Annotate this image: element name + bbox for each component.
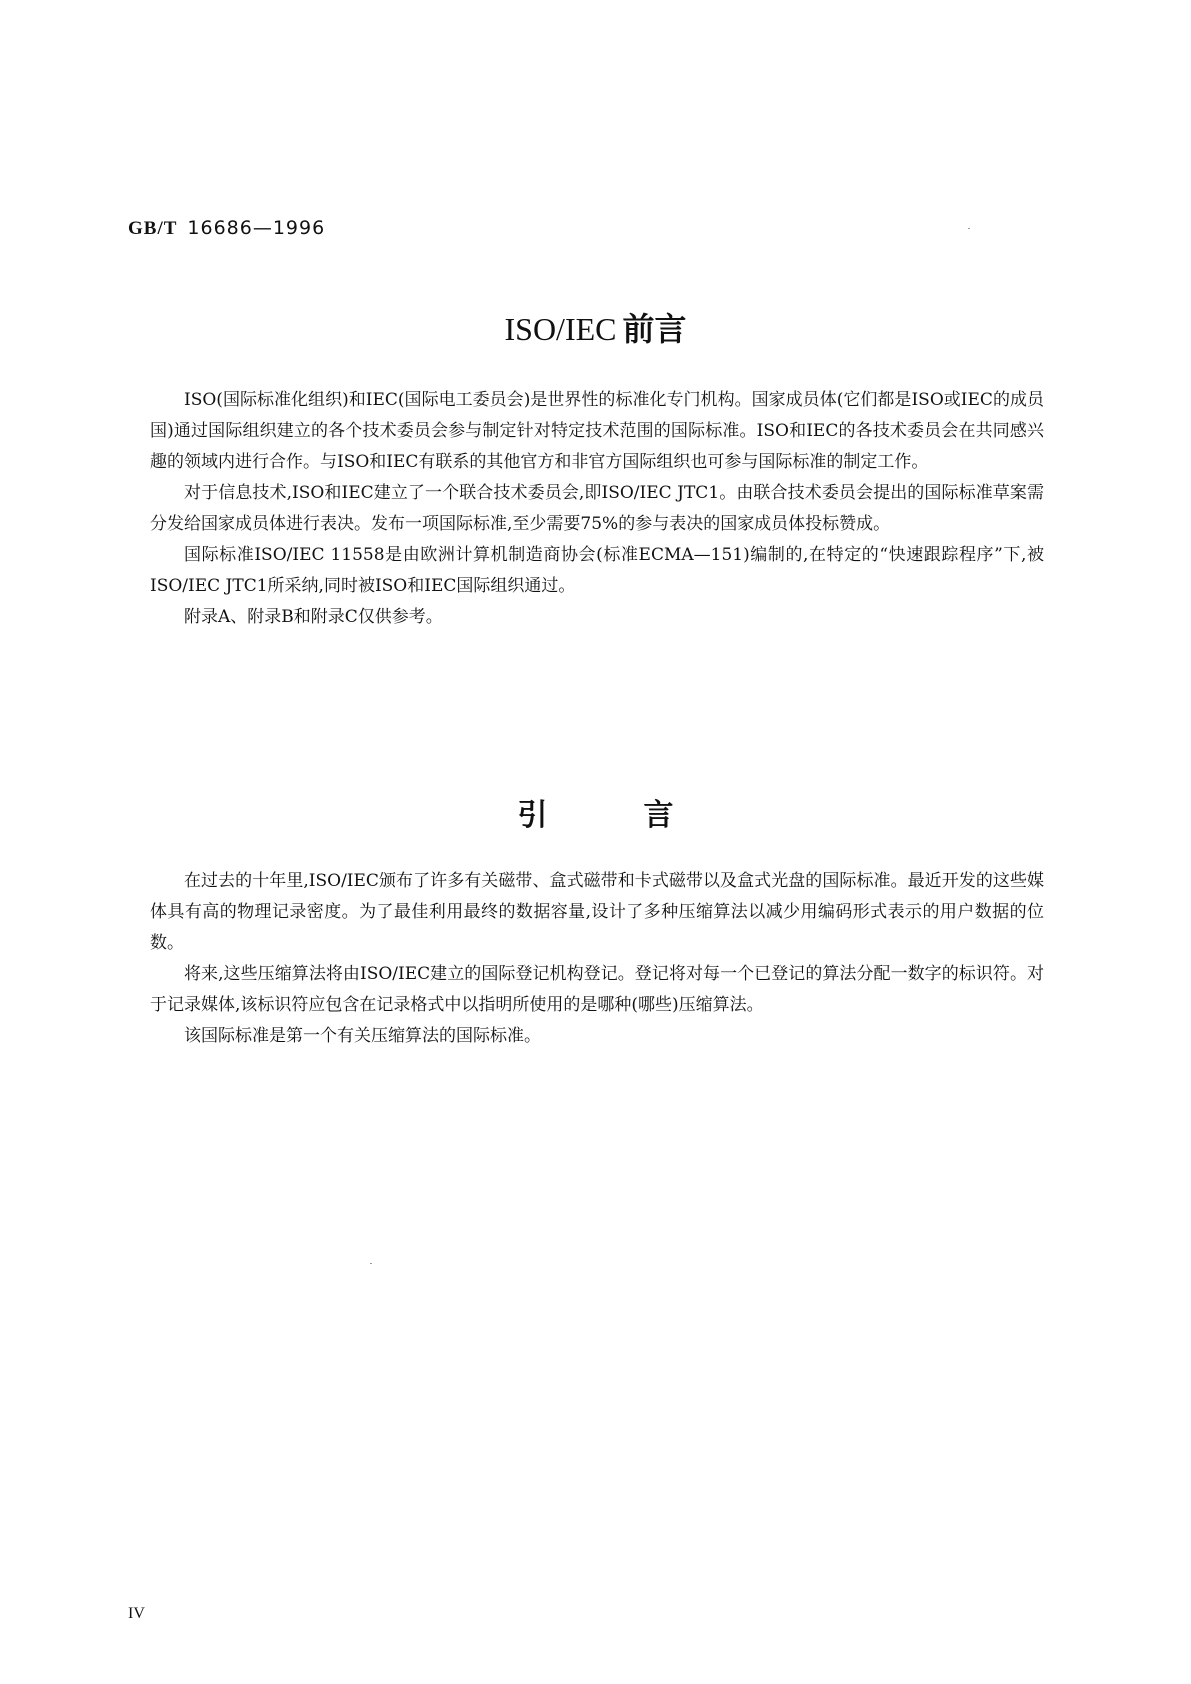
foreword-paragraph-2: 对于信息技术,ISO和IEC建立了一个联合技术委员会,即ISO/IEC JTC1。由联合技术委员会提出的国际标准草案需分发给国家成员体进行表决。发布一项国际标准,至少需要75%的参与表决的国家成员体投标赞成。 <box>150 483 1044 534</box>
foreword-title-cjk: 前言 <box>622 311 687 347</box>
introduction-paragraph-3: 该国际标准是第一个有关压缩算法的国际标准。 <box>184 1026 541 1046</box>
standard-number: 16686—1996 <box>187 217 326 239</box>
page-number: IV <box>128 1605 145 1622</box>
document-code <box>128 217 325 240</box>
foreword-paragraph-3: 国际标准ISO/IEC 11558是由欧洲计算机制造商协会(标准ECMA—151)编制的,在特定的“快速跟踪程序”下,被ISO/IEC JTC1所采纳,同时被ISO和IEC国际组织通过。 <box>150 545 1044 596</box>
foreword-paragraph-1: ISO(国际标准化组织)和IEC(国际电工委员会)是世界性的标准化专门机构。国家成员体(它们都是ISO或IEC的成员国)通过国际组织建立的各个技术委员会参与制定针对特定技术范围的国际标准。ISO和IEC的各技术委员会在共同感兴趣的领域内进行合作。与ISO和IEC有联系的其他官方和非官方国际组织也可参与国际标准的制定工作。 <box>150 390 1044 472</box>
scan-speck <box>968 228 970 229</box>
introduction-paragraph-1: 在过去的十年里,ISO/IEC颁布了许多有关磁带、盒式磁带和卡式磁带以及盒式光盘的国际标准。最近开发的这些媒体具有高的物理记录密度。为了最佳利用最终的数据容量,设计了多种压缩算法以减少用编码形式表示的用户数据的位数。 <box>150 871 1044 953</box>
foreword-paragraph-4: 附录A、附录B和附录C仅供参考。 <box>184 607 443 627</box>
foreword-title-latin: ISO/IEC <box>504 311 617 347</box>
introduction-section <box>150 866 1044 1052</box>
scan-speck <box>370 1263 372 1264</box>
introduction-paragraph-2: 将来,这些压缩算法将由ISO/IEC建立的国际登记机构登记。登记将对每一个已登记的算法分配一数字的标识符。对于记录媒体,该标识符应包含在记录格式中以指明所使用的是哪种(哪些)压缩算法。 <box>150 964 1044 1015</box>
foreword-title <box>0 304 1191 350</box>
standard-prefix: GB/T <box>128 218 178 239</box>
foreword-section <box>150 385 1044 633</box>
introduction-title: 引言 <box>517 798 770 833</box>
